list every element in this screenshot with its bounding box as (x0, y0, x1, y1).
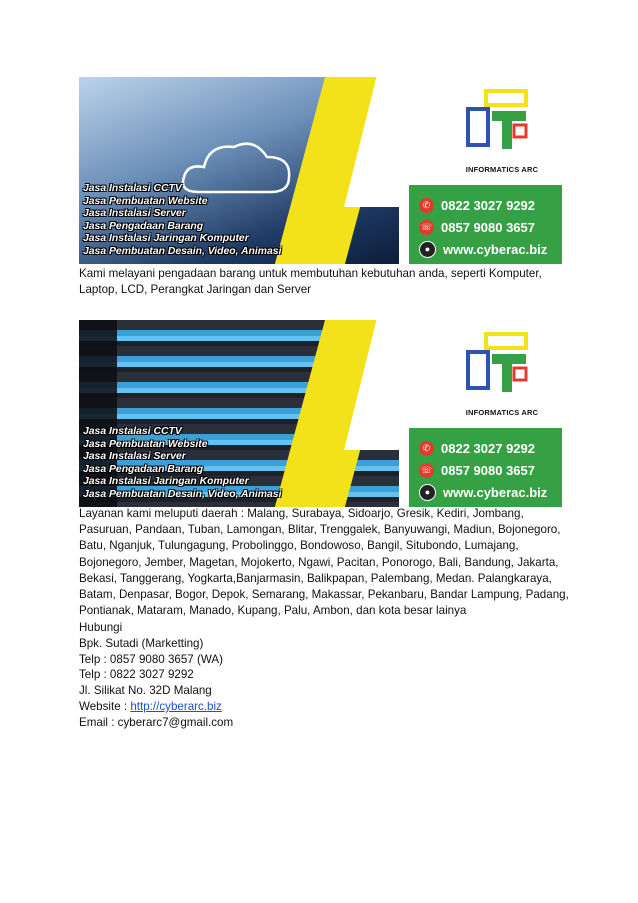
informatics-arc-logo (466, 332, 530, 394)
contact-phone-wa: Telp : 0857 9080 3657 (WA) (79, 652, 223, 666)
service-item: Jasa Pengadaan Barang (83, 220, 204, 232)
phone-number-2: 0857 9080 3657 (441, 462, 535, 478)
phone-icon: ✆ (419, 198, 434, 213)
informatics-arc-logo (466, 89, 530, 151)
service-item: Jasa Instalasi Jaringan Komputer (83, 233, 249, 244)
brand-name: INFORMATICS ARC (465, 408, 539, 417)
service-item: Jasa Instalasi Server (83, 451, 186, 462)
contact-email: Email : cyberarc7@gmail.com (79, 715, 234, 729)
contact-address: Jl. Silikat No. 32D Malang (79, 684, 212, 698)
phone-row-2 (419, 460, 535, 480)
globe-icon: ● (419, 241, 436, 258)
phone-number-1: 0822 3027 9292 (441, 197, 535, 213)
service-item: Jasa Pembuatan Desain, Video, Animasi (83, 245, 282, 257)
banner-image-2 (79, 320, 562, 507)
whatsapp-icon: ☏ (419, 220, 434, 235)
service-item: Jasa Pembuatan Website (83, 195, 208, 207)
service-item: Jasa Instalasi CCTV (83, 183, 182, 194)
banner-image-1 (79, 77, 562, 264)
service-list (83, 183, 281, 258)
phone-row-2 (419, 217, 535, 237)
service-item: Jasa Pembuatan Desain, Video, Animasi (83, 488, 282, 500)
caption-procurement: Kami melayani pengadaan barang untuk membutuhan kebutuhan anda, seperti Komputer, Laptop, LCD, Perangkat Jaringan dan Server (79, 267, 542, 297)
contact-block (79, 620, 233, 731)
service-item: Jasa Pembuatan Website (83, 438, 208, 450)
service-list (83, 426, 281, 501)
service-item: Jasa Instalasi CCTV (83, 426, 182, 437)
brand-name: INFORMATICS ARC (465, 165, 539, 174)
website-text: www.cyberac.biz (443, 484, 548, 500)
website-row (419, 239, 547, 259)
website-label: Website : (79, 699, 131, 713)
service-item: Jasa Instalasi Server (83, 208, 186, 219)
contact-website (79, 699, 233, 715)
phone-icon: ✆ (419, 441, 434, 456)
contact-person: Bpk. Sutadi (Marketting) (79, 636, 204, 650)
service-item: Jasa Instalasi Jaringan Komputer (83, 476, 249, 487)
service-item: Jasa Pengadaan Barang (83, 463, 204, 475)
website-link[interactable]: http://cyberarc.biz (130, 699, 222, 713)
phone-row-1 (419, 438, 535, 458)
contact-heading: Hubungi (79, 621, 123, 634)
website-text: www.cyberac.biz (443, 241, 548, 257)
phone-number-1: 0822 3027 9292 (441, 440, 535, 456)
globe-icon: ● (419, 484, 436, 501)
phone-number-2: 0857 9080 3657 (441, 219, 535, 235)
website-row (419, 482, 547, 502)
phone-row-1 (419, 195, 535, 215)
service-areas-paragraph: Layanan kami meluputi daerah : Malang, Surabaya, Sidoarjo, Gresik, Kediri, Jombang, Pasuruan, Pandaan, Tuban, Lamongan, Blitar, Trenggalek, Banyuwangi, Madiun, Bojonegoro, Batu, Nganjuk, Tulungagung, Probolinggo, Bondowoso, Bangil, Situbondo, Lumajang, Bojonegoro, Jember, Magetan, Mojokerto, Ngawi, Pacitan, Ponorogo, Bali, Bandung, Jakarta, Bekasi, Tanggerang, Yogkarta,Banjarmasin, Balikpapan, Palembang, Medan. Palangkaraya, Batam, Denpasar, Bogor, Depok, Semarang, Makassar, Pekanbaru, Bandar Lampung, Padang, Pontianak, Mataram, Manado, Kupang, Palu, Ambon, dan kota besar lainya (79, 507, 569, 618)
whatsapp-icon: ☏ (419, 463, 434, 478)
contact-phone: Telp : 0822 3027 9292 (79, 668, 194, 682)
